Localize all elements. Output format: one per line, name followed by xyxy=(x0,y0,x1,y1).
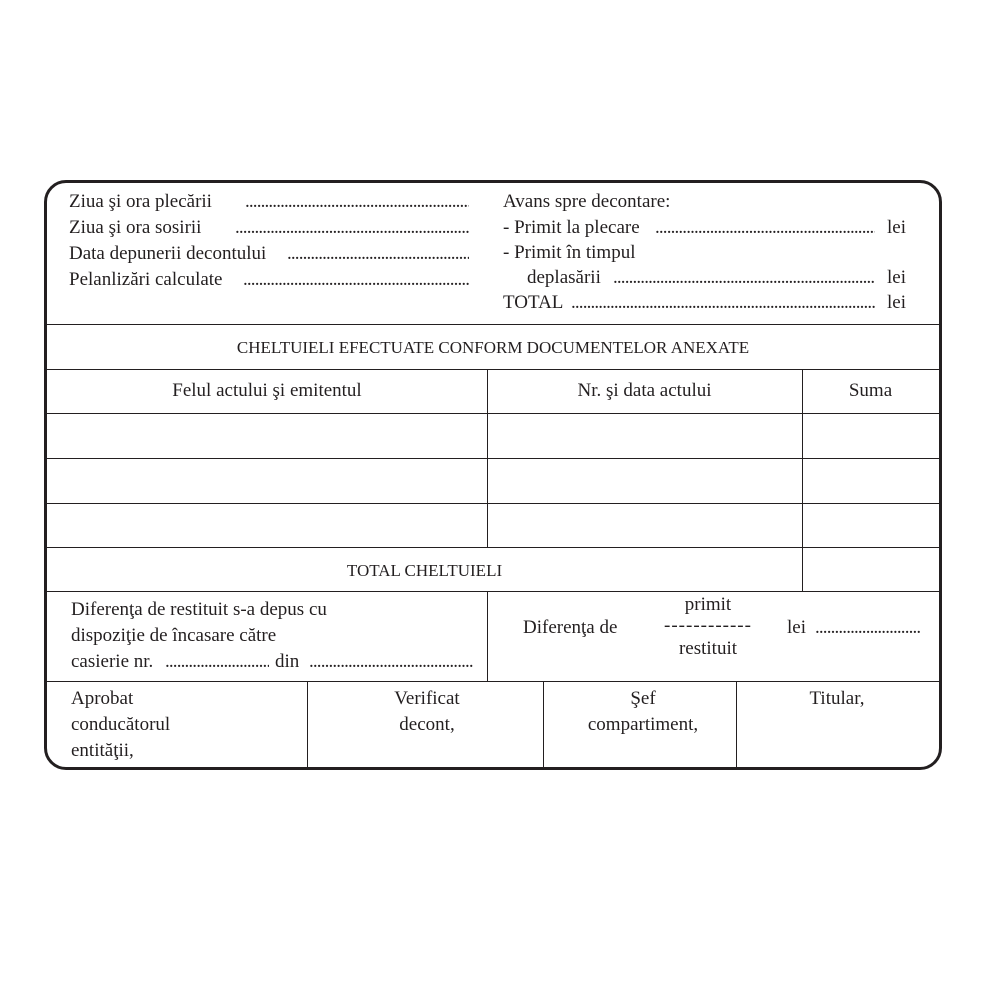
submission-date-field[interactable] xyxy=(287,243,469,265)
chief-label-line2: compartiment, xyxy=(587,714,699,735)
calculated-field[interactable] xyxy=(243,269,469,291)
cash-register-number-label: casierie nr. xyxy=(71,651,154,672)
difference-deposit-text-line2: dispoziţie de încasare către xyxy=(71,625,277,646)
difference-deposit-text-line1: Diferenţa de restituit s-a depus cu xyxy=(71,599,327,620)
total-expenses-label: TOTAL CHELTUIELI xyxy=(346,561,503,580)
difference-currency-label: lei xyxy=(787,617,806,638)
advance-title: Avans spre decontare: xyxy=(503,191,671,212)
advance-total-field[interactable] xyxy=(571,292,875,314)
table-row-1-document-number-cell[interactable] xyxy=(488,414,802,458)
expense-report-form xyxy=(44,180,942,770)
table-row-2-amount-cell[interactable] xyxy=(803,459,939,503)
table-row-1-document-type-cell[interactable] xyxy=(47,414,487,458)
received-at-departure-field[interactable] xyxy=(655,217,875,239)
column-header-document-number-date: Nr. şi data actului xyxy=(577,380,712,401)
table-row-3-document-type-cell[interactable] xyxy=(47,504,487,547)
column-header-amount: Suma xyxy=(848,380,893,401)
table-row-3-amount-cell[interactable] xyxy=(803,504,939,547)
approved-label-line3: entităţii, xyxy=(71,740,134,761)
table-row-1-amount-cell[interactable] xyxy=(803,414,939,458)
approved-label-line2: conducătorul xyxy=(71,714,171,735)
holder-label: Titular, xyxy=(809,688,865,709)
table-row-2-document-number-cell[interactable] xyxy=(488,459,802,503)
verified-label-line1: Verificat xyxy=(394,688,460,709)
received-during-label-cont: deplasării xyxy=(527,267,601,288)
chief-label-line1: Şef xyxy=(630,688,656,709)
arrival-label: Ziua şi ora sosirii xyxy=(69,217,202,238)
departure-field[interactable] xyxy=(245,191,469,213)
submission-date-label: Data depunerii decontului xyxy=(69,243,267,264)
arrival-field[interactable] xyxy=(235,217,469,239)
approved-label-line1: Aprobat xyxy=(71,688,134,709)
expenses-title: CHELTUIELI EFECTUATE CONFORM DOCUMENTELOR ANEXATE xyxy=(236,338,750,357)
verified-label-line2: decont, xyxy=(399,714,455,735)
received-option-label: primit xyxy=(684,594,732,615)
refunded-option-label: restituit xyxy=(678,638,738,659)
received-during-field[interactable] xyxy=(613,267,875,289)
difference-label: Diferenţa de xyxy=(523,617,618,638)
date-from-field[interactable] xyxy=(309,651,473,673)
calculated-label: Pelanlizări calculate xyxy=(69,269,223,290)
difference-amount-field[interactable] xyxy=(815,617,921,639)
currency-label: lei xyxy=(887,217,906,238)
table-row-2-document-type-cell[interactable] xyxy=(47,459,487,503)
fraction-divider: ------------ xyxy=(664,615,752,636)
currency-label: lei xyxy=(887,267,906,288)
total-expenses-amount-cell[interactable] xyxy=(803,548,939,591)
advance-total-label: TOTAL xyxy=(503,292,564,313)
date-from-label: din xyxy=(275,651,300,672)
column-header-document-type: Felul actului şi emitentul xyxy=(172,380,362,401)
received-during-label: - Primit în timpul xyxy=(503,242,636,263)
received-at-departure-label: - Primit la plecare xyxy=(503,217,640,238)
cash-register-number-field[interactable] xyxy=(165,651,269,673)
table-row-3-document-number-cell[interactable] xyxy=(488,504,802,547)
currency-label: lei xyxy=(887,292,906,313)
departure-label: Ziua şi ora plecării xyxy=(69,191,212,212)
